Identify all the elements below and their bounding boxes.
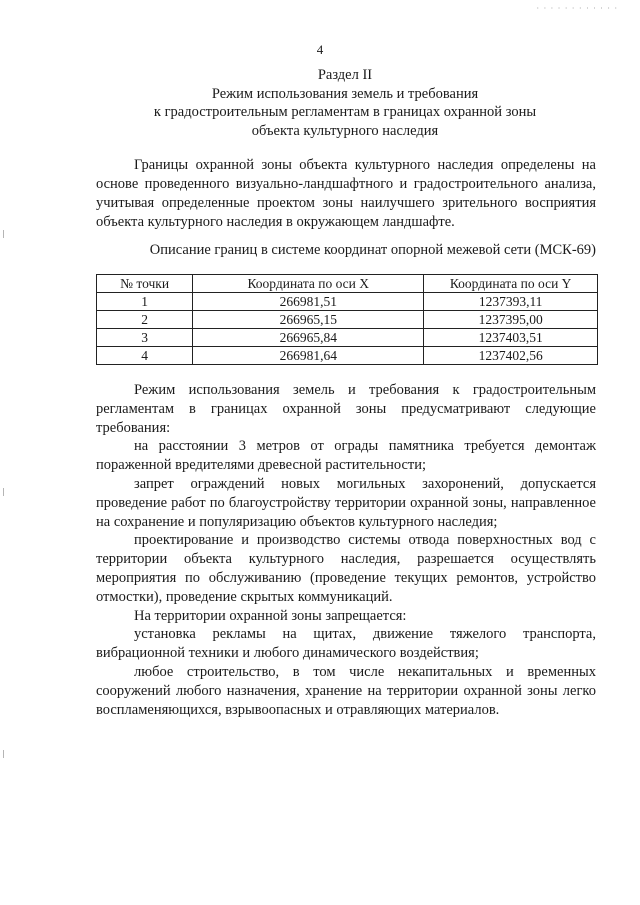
- prohibition-item: установка рекламы на щитах, движение тяжелого транспорта, вибрационной техники и любого динамического воздействия;: [96, 626, 596, 662]
- requirement-item: запрет ограждений новых могильных захоронений, допускается проведение работ по благоустройству территории охранной зоны, направленное на сохранение и популяризацию объектов культурного наследия;: [96, 475, 596, 530]
- y-coordinate-cell: 1237395,00: [424, 311, 598, 329]
- scan-margin-mark: [3, 488, 4, 496]
- requirement-item: проектирование и производство системы отвода поверхностных вод с территории объекта культурного наследия, разрешается осуществлять мероприятия по обслуживанию (проведение текущих ремонтов, устройство отмостки), проведение скрытых коммуникаций.: [96, 532, 596, 605]
- point-number-cell: 3: [97, 329, 193, 347]
- table-row: [97, 329, 598, 347]
- point-number-cell: 1: [97, 293, 193, 311]
- coordinates-table: [96, 274, 598, 365]
- regime-intro-paragraph: Режим использования земель и требования к градостроительным регламентам в границах охранной зоны предусматривают следующие требования:: [96, 382, 596, 436]
- intro-paragraph: Границы охранной зоны объекта культурного наследия определены на основе проведенного визуально-ландшафтного и градостроительного анализа, учитывая определенные проектом зоны наилучшего зрительного восприятия объекта культурного наследия в окружающем ландшафте.: [96, 157, 596, 230]
- section-subtitle-line: к градостроительным регламентам в границах охранной зоны: [153, 104, 537, 120]
- section-subtitle-line: Режим использования земель и требования: [211, 85, 479, 102]
- table-header-row: [97, 275, 598, 293]
- prohibitions-heading: На территории охранной зоны запрещается:: [134, 607, 407, 624]
- point-number-cell: 2: [97, 311, 193, 329]
- scan-artifact: · · · · · · · · · · · ·: [536, 4, 618, 13]
- regime-requirements: [96, 381, 596, 719]
- column-header-point: № точки: [97, 275, 193, 293]
- x-coordinate-cell: 266981,51: [193, 293, 424, 311]
- y-coordinate-cell: 1237393,11: [424, 293, 598, 311]
- table-row: [97, 347, 598, 365]
- prohibition-item: любое строительство, в том числе некапитальных и временных сооружений любого назначения, хранение на территории охранной зоны легко воспламеняющихся, взрывоопасных и отравляющих материалов.: [96, 663, 596, 718]
- x-coordinate-cell: 266965,84: [193, 329, 424, 347]
- x-coordinate-cell: 266965,15: [193, 311, 424, 329]
- table-row: [97, 293, 598, 311]
- section-heading: [80, 66, 610, 140]
- section-subtitle-line: объекта культурного наследия: [251, 122, 439, 139]
- column-header-y: Координата по оси Y: [424, 275, 598, 293]
- column-header-x: Координата по оси X: [193, 275, 424, 293]
- y-coordinate-cell: 1237403,51: [424, 329, 598, 347]
- point-number-cell: 4: [97, 347, 193, 365]
- section-title: Раздел II: [317, 67, 373, 83]
- table-row: [97, 311, 598, 329]
- page-number: 4: [316, 42, 324, 57]
- requirement-item: на расстоянии 3 метров от ограды памятника требуется демонтаж пораженной вредителями древесной растительности;: [96, 438, 596, 474]
- scan-margin-mark: [3, 230, 4, 238]
- y-coordinate-cell: 1237402,56: [424, 347, 598, 365]
- scan-margin-mark: [3, 750, 4, 758]
- coordinates-caption: Описание границ в системе координат опорной межевой сети (МСК-69): [149, 242, 596, 258]
- x-coordinate-cell: 266981,64: [193, 347, 424, 365]
